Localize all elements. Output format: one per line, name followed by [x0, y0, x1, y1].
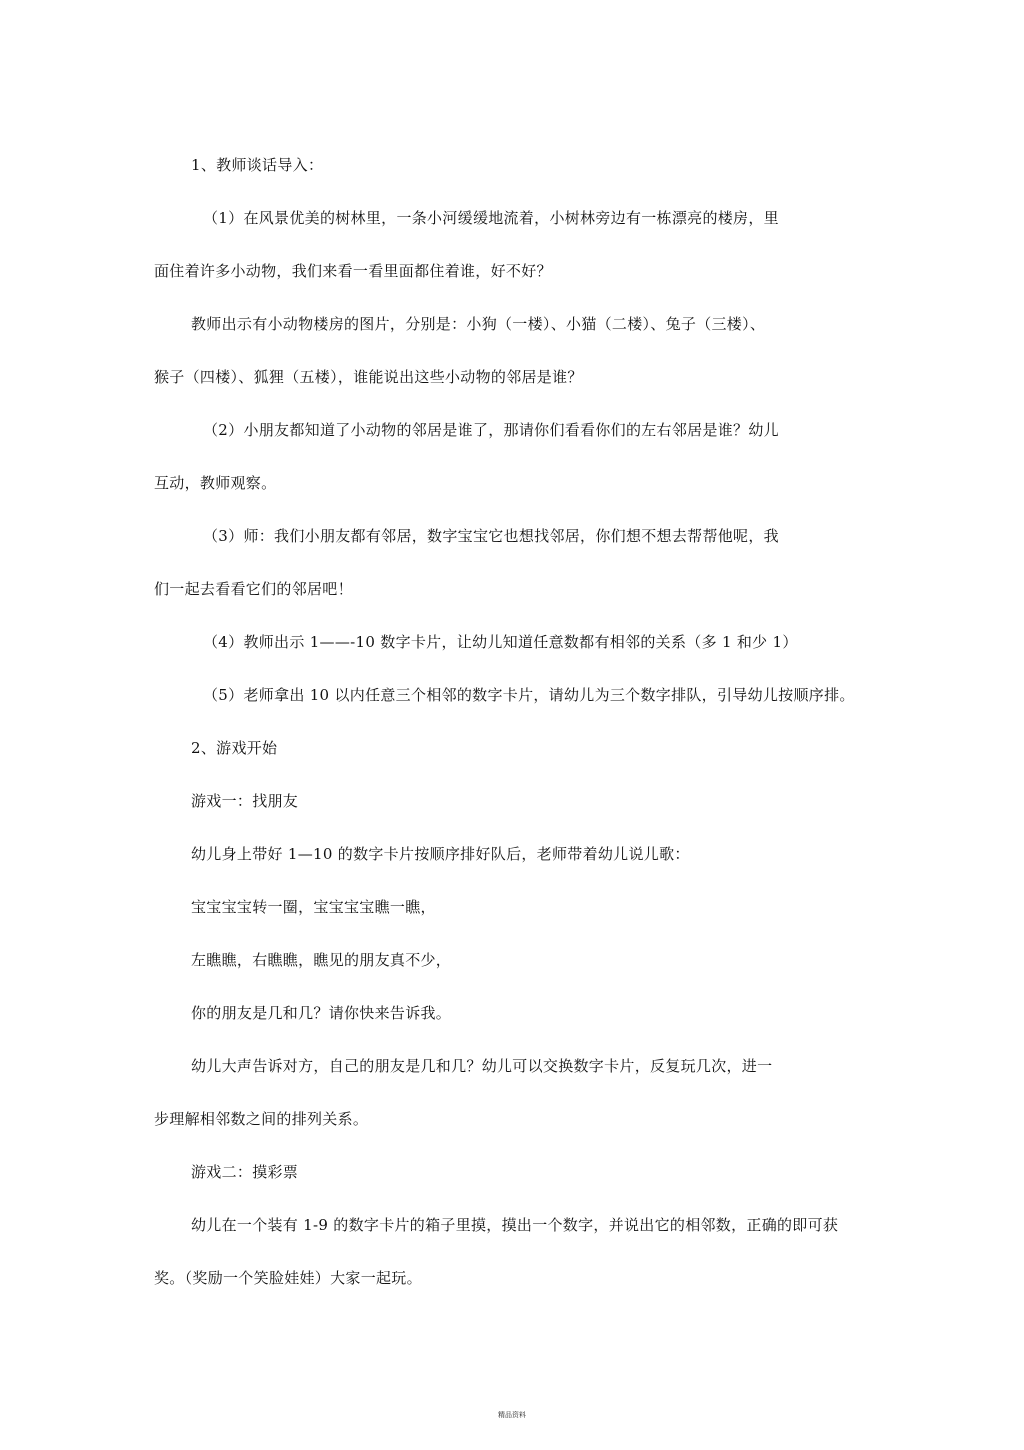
rhyme-line: 宝宝宝宝转一圈，宝宝宝宝瞧一瞧，: [191, 898, 436, 916]
paragraph-line: 互动，教师观察。: [154, 474, 277, 492]
page-footer: 精品资料: [498, 1411, 526, 1419]
section-heading-intro: 1、教师谈话导入：: [191, 156, 324, 174]
paragraph-line: 面住着许多小动物，我们来看一看里面都住着谁，好不好？: [154, 262, 552, 280]
paragraph-line: 幼儿在一个装有 1-9 的数字卡片的箱子里摸，摸出一个数字，并说出它的相邻数，正确的即可获: [191, 1216, 839, 1234]
paragraph-line: （1）在风景优美的树林里，一条小河缓缓地流着，小树林旁边有一栋漂亮的楼房，里: [203, 209, 779, 227]
paragraph-line: 奖。（奖励一个笑脸娃娃）大家一起玩。: [154, 1269, 422, 1287]
paragraph-line: 猴子（四楼）、狐狸（五楼），谁能说出这些小动物的邻居是谁？: [154, 368, 583, 386]
paragraph-line: （4）教师出示 1——-10 数字卡片，让幼儿知道任意数都有相邻的关系（多 1 和少 1）: [203, 633, 798, 651]
paragraph-line: 们一起去看看它们的邻居吧！: [154, 580, 353, 598]
rhyme-line: 左瞧瞧，右瞧瞧，瞧见的朋友真不少，: [191, 951, 452, 969]
paragraph-line: 幼儿大声告诉对方，自己的朋友是几和几？幼儿可以交换数字卡片，反复玩几次，进一: [191, 1057, 773, 1075]
paragraph-line: 步理解相邻数之间的排列关系。: [154, 1110, 369, 1128]
paragraph-line: 教师出示有小动物楼房的图片，分别是：小狗（一楼）、小猫（二楼）、兔子（三楼）、: [191, 315, 766, 333]
paragraph-line: 幼儿身上带好 1—10 的数字卡片按顺序排好队后，老师带着幼儿说儿歌：: [191, 845, 690, 863]
rhyme-line: 你的朋友是几和几？请你快来告诉我。: [191, 1004, 452, 1022]
game-two-title: 游戏二：摸彩票: [191, 1163, 299, 1181]
paragraph-line: （2）小朋友都知道了小动物的邻居是谁了，那请你们看看你们的左右邻居是谁？幼儿: [203, 421, 779, 439]
game-one-title: 游戏一：找朋友: [191, 792, 299, 810]
section-heading-game: 2、游戏开始: [191, 739, 278, 757]
paragraph-line: （3）师：我们小朋友都有邻居，数字宝宝它也想找邻居，你们想不想去帮帮他呢，我: [203, 527, 779, 545]
paragraph-line: （5）老师拿出 10 以内任意三个相邻的数字卡片，请幼儿为三个数字排队，引导幼儿按顺序排。: [203, 686, 855, 704]
